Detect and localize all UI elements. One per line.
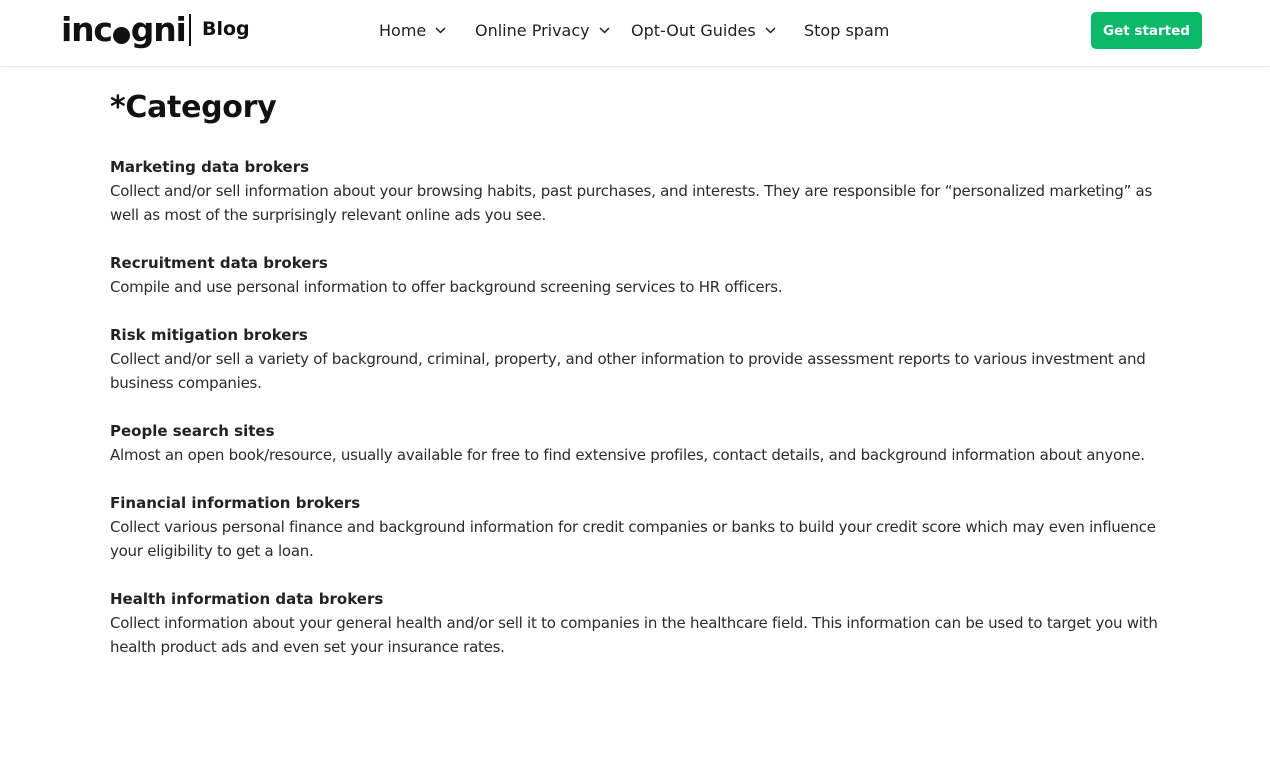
chevron-down-icon [599, 27, 610, 34]
logo-divider [189, 14, 191, 46]
list-item [110, 491, 1170, 563]
category-description: Collect various personal finance and background information for credit companies or banks to build your credit score which may even influence your eligibility to get a loan. [110, 518, 1156, 560]
article-content [110, 88, 1170, 683]
nav-item-label: Stop spam [804, 20, 890, 40]
logo-wordmark: inc gni [61, 10, 186, 49]
category-name: Marketing data brokers [110, 158, 310, 176]
category-name: People search sites [110, 422, 275, 440]
list-item [110, 251, 1170, 299]
nav-item-label: Opt-Out Guides [631, 20, 756, 40]
category-description: Collect and/or sell information about your browsing habits, past purchases, and interests. They are responsible for “personalized marketing” as well as most of the surprisingly relevant online ads you see. [110, 182, 1153, 224]
site-header [0, 0, 1270, 67]
nav-item-opt-out-guides[interactable] [631, 19, 776, 41]
list-item [110, 155, 1170, 227]
nav-item-home[interactable] [379, 19, 446, 41]
category-description: Collect and/or sell a variety of background, criminal, property, and other information to provide assessment reports to various investment and business companies. [110, 350, 1146, 392]
logo-dot-icon [113, 27, 130, 44]
category-description: Compile and use personal information to offer background screening services to HR officers. [110, 278, 783, 296]
category-name: Risk mitigation brokers [110, 326, 308, 344]
chevron-down-icon [765, 27, 776, 34]
incogni-logo[interactable] [61, 10, 250, 50]
nav-item-online-privacy[interactable] [475, 19, 610, 41]
list-item [110, 419, 1170, 467]
nav-item-label: Home [379, 20, 427, 40]
category-list [110, 155, 1170, 659]
page-title: *Category [110, 90, 277, 125]
category-description: Collect information about your general health and/or sell it to companies in the healthcare field. This information can be used to target you with health product ads and even set your insurance rates. [110, 614, 1158, 656]
category-description: Almost an open book/resource, usually available for free to find extensive profiles, contact details, and background information about anyone. [110, 446, 1145, 464]
list-item [110, 587, 1170, 659]
blog-label[interactable]: Blog [202, 18, 250, 40]
list-item [110, 323, 1170, 395]
category-name: Health information data brokers [110, 590, 384, 608]
get-started-button[interactable]: Get started [1091, 12, 1202, 49]
category-name: Financial information brokers [110, 494, 361, 512]
chevron-down-icon [435, 27, 446, 34]
nav-item-label: Online Privacy [475, 20, 590, 40]
nav-item-stop-spam[interactable] [804, 19, 889, 41]
category-name: Recruitment data brokers [110, 254, 328, 272]
